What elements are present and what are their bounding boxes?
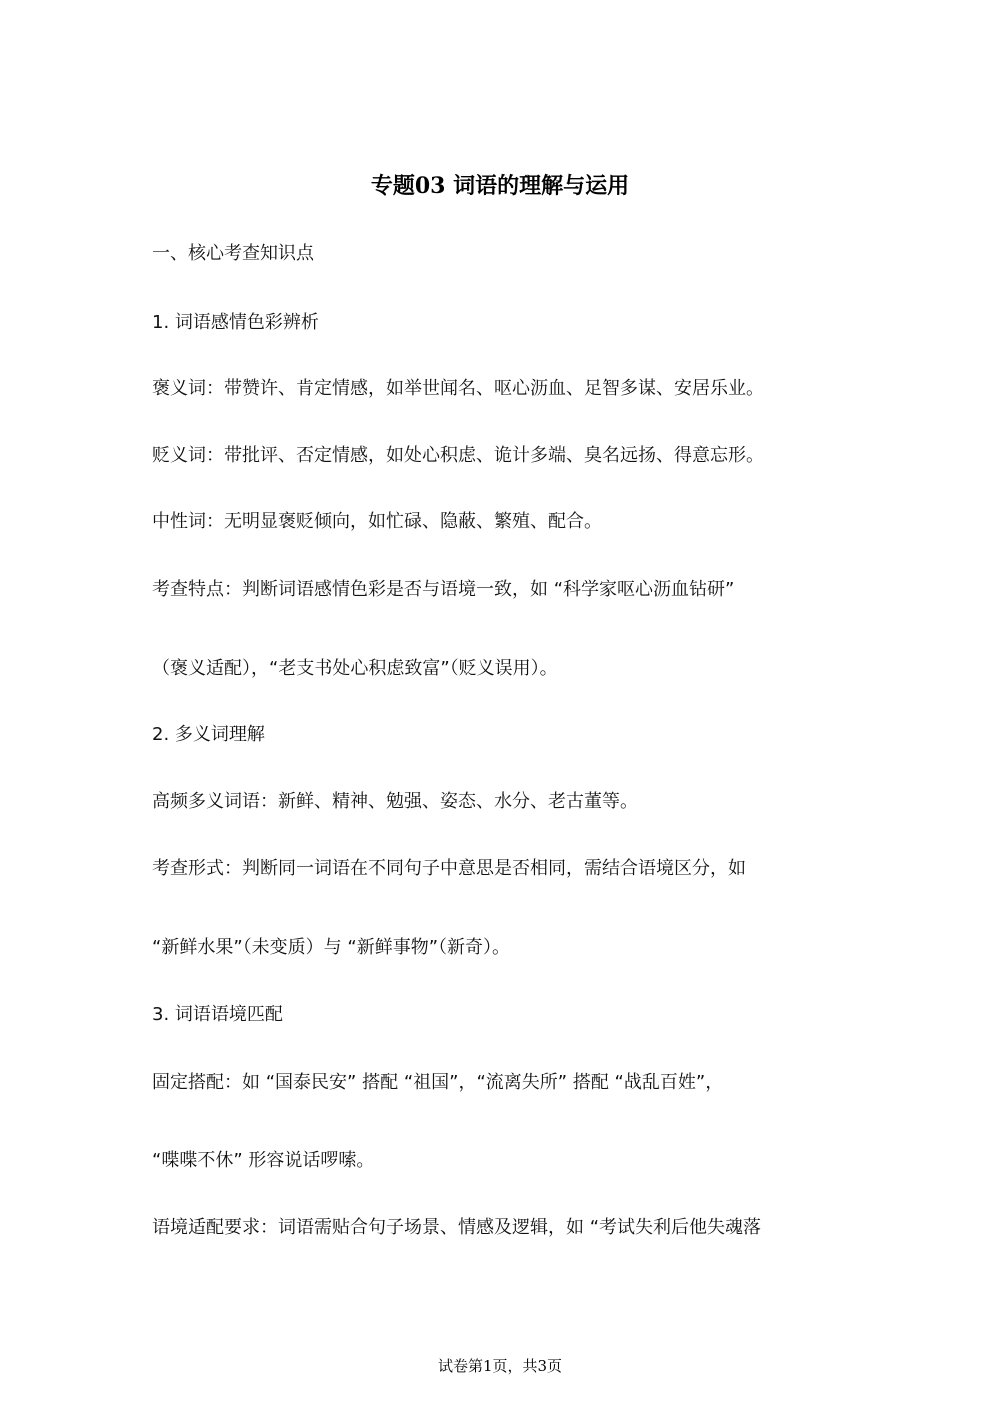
body-text-line: 考查形式：判断同一词语在不同句子中意思是否相同，需结合语境区分，如 [152, 858, 746, 879]
page-footer: 试卷第1页，共3页 [437, 1357, 563, 1375]
body-text-line: 贬义词：带批评、否定情感，如处心积虑、诡计多端、臭名远扬、得意忘形。 [152, 445, 764, 466]
page-title: 专题03 词语的理解与运用 [370, 173, 630, 199]
subsection-heading: 3. 词语语境匹配 [152, 1004, 283, 1025]
body-text-line: 高频多义词语：新鲜、精神、勉强、姿态、水分、老古董等。 [152, 791, 638, 812]
body-text-line: “新鲜水果”（未变质）与 “新鲜事物”（新奇）。 [152, 937, 511, 958]
body-text-line: （褒义适配），“老支书处心积虑致富”（贬义误用）。 [152, 658, 558, 679]
body-text-line: “喋喋不休” 形容说话啰嗦。 [152, 1150, 375, 1171]
section-heading: 一、核心考查知识点 [152, 243, 314, 264]
subsection-heading: 2. 多义词理解 [152, 724, 265, 745]
body-text-line: 固定搭配：如 “国泰民安” 搭配 “祖国”，“流离失所” 搭配 “战乱百姓”， [152, 1072, 724, 1093]
body-text-line: 考查特点：判断词语感情色彩是否与语境一致，如 “科学家呕心沥血钻研” [152, 579, 735, 600]
body-text-line: 语境适配要求：词语需贴合句子场景、情感及逻辑，如 “考试失利后他失魂落 [152, 1217, 762, 1238]
body-text-line: 褒义词：带赞许、肯定情感，如举世闻名、呕心沥血、足智多谋、安居乐业。 [152, 378, 764, 399]
body-text-line: 中性词：无明显褒贬倾向，如忙碌、隐蔽、繁殖、配合。 [152, 511, 602, 532]
subsection-heading: 1. 词语感情色彩辨析 [152, 312, 319, 333]
